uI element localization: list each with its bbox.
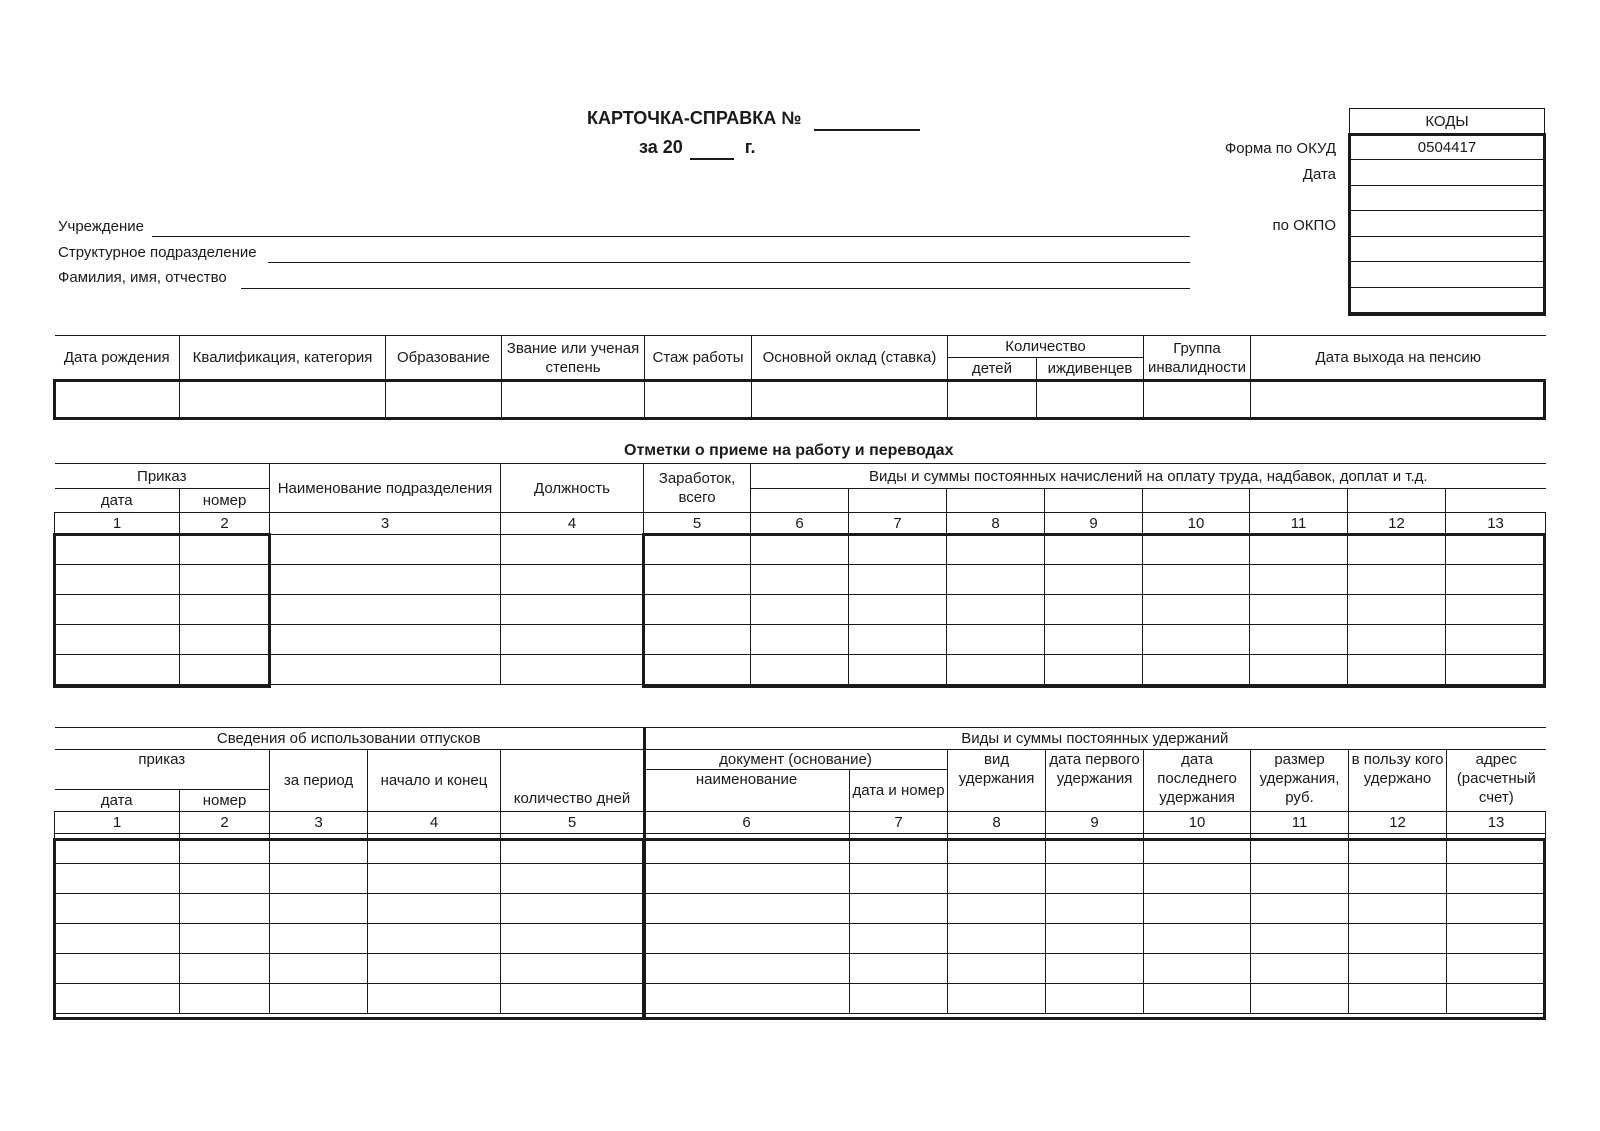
table-cell[interactable] [849, 655, 947, 685]
table-cell[interactable] [948, 894, 1046, 924]
table-cell[interactable] [55, 834, 180, 864]
table-cell[interactable] [850, 984, 948, 1014]
table-cell[interactable] [1349, 834, 1447, 864]
card-title [587, 108, 920, 131]
table-cell[interactable] [270, 625, 501, 655]
col-number: 9 [1046, 812, 1144, 834]
table-cell[interactable] [1250, 535, 1348, 565]
table-cell[interactable] [1446, 595, 1546, 625]
children-header: детей [948, 358, 1037, 380]
col-number: 12 [1349, 812, 1447, 834]
table-cell[interactable] [850, 924, 948, 954]
table-cell[interactable] [644, 954, 850, 984]
table-cell[interactable] [644, 595, 751, 625]
col-number: 1 [55, 812, 180, 834]
table-cell[interactable] [55, 535, 180, 565]
table-cell[interactable] [849, 595, 947, 625]
table-cell[interactable] [180, 565, 270, 595]
col-number: 1 [55, 513, 180, 535]
table-cell[interactable] [501, 984, 644, 1014]
accrual-type-cell[interactable] [849, 489, 947, 513]
table-cell[interactable] [849, 535, 947, 565]
table-cell[interactable] [849, 625, 947, 655]
address-header: адрес (расчетный счет) [1447, 750, 1546, 812]
table-cell[interactable] [368, 954, 501, 984]
table-cell[interactable] [501, 924, 644, 954]
degree-header: Звание или ученая степень [502, 336, 645, 380]
vacations-deductions-table [54, 727, 1546, 1014]
table-cell[interactable] [1143, 535, 1250, 565]
table-cell[interactable] [1447, 834, 1546, 864]
table-cell[interactable] [180, 924, 270, 954]
table-cell[interactable] [1349, 984, 1447, 1014]
table-cell[interactable] [1143, 655, 1250, 685]
table-cell[interactable] [1446, 565, 1546, 595]
table-cell[interactable] [1144, 864, 1251, 894]
table-cell[interactable] [180, 984, 270, 1014]
salary-header: Основной оклад (ставка) [752, 336, 948, 380]
vacation-number-header: номер [180, 790, 270, 812]
col-number: 4 [368, 812, 501, 834]
table-cell[interactable] [501, 834, 644, 864]
table-cell[interactable] [948, 864, 1046, 894]
table-cell[interactable] [947, 565, 1045, 595]
table-cell[interactable] [1046, 894, 1144, 924]
accrual-type-cell[interactable] [1143, 489, 1250, 513]
pension-date-cell[interactable] [1251, 380, 1546, 418]
table-cell[interactable] [180, 535, 270, 565]
table-cell[interactable] [55, 625, 180, 655]
card-number-line[interactable] [814, 108, 920, 131]
accrual-type-cell[interactable] [947, 489, 1045, 513]
position-header: Должность [501, 464, 644, 513]
table-cell[interactable] [1144, 984, 1251, 1014]
table-cell[interactable] [751, 565, 849, 595]
table-cell[interactable] [180, 954, 270, 984]
birth-date-header: Дата рождения [55, 336, 180, 380]
col-number: 4 [501, 513, 644, 535]
table-cell[interactable] [1250, 625, 1348, 655]
okpo-value-cell[interactable] [1350, 211, 1545, 237]
birth-date-cell[interactable] [55, 380, 180, 418]
okpo-label: по ОКПО [1272, 217, 1336, 234]
table-cell[interactable] [180, 595, 270, 625]
document-header: документ (основание) [644, 750, 948, 770]
col-number: 13 [1447, 812, 1546, 834]
table-cell[interactable] [1045, 565, 1143, 595]
table-cell[interactable] [501, 954, 644, 984]
qualification-header: Квалификация, категория [180, 336, 386, 380]
table-cell[interactable] [644, 655, 751, 685]
col-number: 7 [850, 812, 948, 834]
col-number: 7 [849, 513, 947, 535]
salary-cell[interactable] [752, 380, 948, 418]
table-cell[interactable] [270, 535, 501, 565]
table-cell[interactable] [180, 625, 270, 655]
table-cell[interactable] [368, 834, 501, 864]
table-cell[interactable] [1045, 595, 1143, 625]
table-cell[interactable] [180, 834, 270, 864]
period-header: за период [270, 750, 368, 812]
beneficiary-header: в пользу кого удержано [1349, 750, 1447, 812]
year-suffix: г. [744, 137, 756, 157]
table-cell[interactable] [1144, 954, 1251, 984]
table-cell[interactable] [1143, 565, 1250, 595]
accrual-type-cell[interactable] [1045, 489, 1143, 513]
institution-line[interactable] [152, 236, 1190, 237]
table-cell[interactable] [501, 655, 644, 685]
table-cell[interactable] [850, 834, 948, 864]
codes-table [1349, 108, 1545, 313]
table-cell[interactable] [1046, 864, 1144, 894]
doc-date-number-header: дата и номер [850, 770, 948, 812]
table-cell[interactable] [947, 625, 1045, 655]
quantity-header: Количество [948, 336, 1144, 358]
table-cell[interactable] [1251, 894, 1349, 924]
table-cell[interactable] [1348, 565, 1446, 595]
table-cell[interactable] [1046, 924, 1144, 954]
codes-empty-cell[interactable] [1350, 262, 1545, 288]
col-number: 9 [1045, 513, 1143, 535]
table-cell[interactable] [1143, 595, 1250, 625]
table-cell[interactable] [751, 595, 849, 625]
table-cell[interactable] [644, 535, 751, 565]
accrual-type-cell[interactable] [1250, 489, 1348, 513]
table-cell[interactable] [55, 595, 180, 625]
order-date-header: дата [55, 489, 180, 513]
codes-empty-cell[interactable] [1350, 186, 1545, 211]
table-cell[interactable] [1143, 625, 1250, 655]
table-cell[interactable] [55, 655, 180, 685]
table-cell[interactable] [55, 565, 180, 595]
col-number: 3 [270, 513, 501, 535]
col-number: 2 [180, 513, 270, 535]
table-cell[interactable] [1348, 655, 1446, 685]
codes-empty-cell[interactable] [1350, 288, 1545, 313]
table-cell[interactable] [368, 984, 501, 1014]
table-cell[interactable] [501, 894, 644, 924]
table-cell[interactable] [1250, 655, 1348, 685]
col-number: 11 [1251, 812, 1349, 834]
table-cell[interactable] [368, 894, 501, 924]
accruals-header: Виды и суммы постоянных начислений на оплату труда, надбавок, доплат и т.д. [751, 464, 1546, 489]
start-end-header: начало и конец [368, 750, 501, 812]
doc-name-header: наименование [644, 770, 850, 812]
amount-header: размер удержания, руб. [1251, 750, 1349, 812]
qualification-cell[interactable] [180, 380, 386, 418]
col-number: 8 [947, 513, 1045, 535]
table-cell[interactable] [270, 894, 368, 924]
days-header: количество дней [501, 750, 644, 812]
table-cell[interactable] [1251, 984, 1349, 1014]
codes-empty-cell[interactable] [1350, 237, 1545, 262]
accrual-type-cell[interactable] [1348, 489, 1446, 513]
table-cell[interactable] [1251, 954, 1349, 984]
table-cell[interactable] [1348, 595, 1446, 625]
table-cell[interactable] [1447, 984, 1546, 1014]
table-cell[interactable] [850, 954, 948, 984]
table-cell[interactable] [1447, 924, 1546, 954]
deductions-title: Виды и суммы постоянных удержаний [644, 728, 1546, 750]
table-cell[interactable] [850, 894, 948, 924]
col-number: 13 [1446, 513, 1546, 535]
table-cell[interactable] [501, 535, 644, 565]
year-prefix: за 20 [639, 137, 683, 157]
table-cell[interactable] [501, 864, 644, 894]
dependents-cell[interactable] [1037, 380, 1144, 418]
table-cell[interactable] [1045, 655, 1143, 685]
table-cell[interactable] [180, 655, 270, 685]
table-cell[interactable] [644, 864, 850, 894]
department-line[interactable] [268, 262, 1190, 263]
earnings-header: Заработок, всего [644, 464, 751, 513]
table-cell[interactable] [1447, 894, 1546, 924]
full-name-label: Фамилия, имя, отчество [58, 269, 227, 286]
children-cell[interactable] [948, 380, 1037, 418]
table-cell[interactable] [55, 864, 180, 894]
table-cell[interactable] [1348, 625, 1446, 655]
table-cell[interactable] [501, 595, 644, 625]
full-name-line[interactable] [241, 288, 1190, 289]
department-label: Структурное подразделение [58, 244, 257, 261]
table-cell[interactable] [1446, 625, 1546, 655]
codes-header: КОДЫ [1350, 109, 1545, 135]
table-cell[interactable] [368, 864, 501, 894]
table-cell[interactable] [1446, 655, 1546, 685]
table-cell[interactable] [270, 565, 501, 595]
order-header: Приказ [55, 464, 270, 489]
table-cell[interactable] [270, 954, 368, 984]
table-cell[interactable] [1251, 924, 1349, 954]
vacations-title: Сведения об использовании отпусков [55, 728, 644, 750]
card-year [639, 137, 755, 160]
table-cell[interactable] [1046, 954, 1144, 984]
vacation-date-header: дата [55, 790, 180, 812]
table-cell[interactable] [270, 595, 501, 625]
table-cell[interactable] [270, 655, 501, 685]
pension-date-header: Дата выхода на пенсию [1251, 336, 1546, 380]
institution-label: Учреждение [58, 218, 144, 235]
table-cell[interactable] [644, 894, 850, 924]
table-cell[interactable] [1045, 535, 1143, 565]
table-cell[interactable] [948, 984, 1046, 1014]
col-number: 10 [1143, 513, 1250, 535]
table-cell[interactable] [644, 834, 850, 864]
okud-value: 0504417 [1350, 135, 1545, 160]
table-cell[interactable] [1349, 954, 1447, 984]
table-cell[interactable] [180, 894, 270, 924]
table-cell[interactable] [947, 655, 1045, 685]
table-cell[interactable] [1446, 535, 1546, 565]
table-cell[interactable] [850, 864, 948, 894]
disability-cell[interactable] [1144, 380, 1251, 418]
table-cell[interactable] [270, 834, 368, 864]
table-cell[interactable] [751, 625, 849, 655]
table-cell[interactable] [1349, 924, 1447, 954]
table-cell[interactable] [751, 655, 849, 685]
deduction-type-header: вид удержания [948, 750, 1046, 812]
vacation-order-spacer [55, 770, 270, 790]
table-cell[interactable] [1349, 864, 1447, 894]
table-cell[interactable] [948, 924, 1046, 954]
personal-table [54, 335, 1546, 418]
table-cell[interactable] [1349, 894, 1447, 924]
date-value-cell[interactable] [1350, 160, 1545, 186]
table-cell[interactable] [849, 565, 947, 595]
table-cell[interactable] [751, 535, 849, 565]
year-line[interactable] [690, 137, 734, 160]
education-header: Образование [386, 336, 502, 380]
table-cell[interactable] [644, 625, 751, 655]
table-cell[interactable] [948, 954, 1046, 984]
experience-cell[interactable] [645, 380, 752, 418]
table-cell[interactable] [270, 984, 368, 1014]
accrual-type-cell[interactable] [751, 489, 849, 513]
table-cell[interactable] [55, 954, 180, 984]
accrual-type-cell[interactable] [1446, 489, 1546, 513]
education-cell[interactable] [386, 380, 502, 418]
table-cell[interactable] [644, 984, 850, 1014]
table-cell[interactable] [1046, 984, 1144, 1014]
hiring-table [54, 463, 1546, 685]
col-number: 6 [644, 812, 850, 834]
table-cell[interactable] [270, 924, 368, 954]
table-cell[interactable] [55, 894, 180, 924]
disability-header: Группа инвалидности [1144, 336, 1251, 380]
order-number-header: номер [180, 489, 270, 513]
col-number: 5 [501, 812, 644, 834]
table-cell[interactable] [1250, 565, 1348, 595]
col-number: 3 [270, 812, 368, 834]
table-cell[interactable] [1045, 625, 1143, 655]
table-cell[interactable] [947, 595, 1045, 625]
vacation-order-header: приказ [55, 750, 270, 770]
table-cell[interactable] [644, 565, 751, 595]
hiring-section-title: Отметки о приеме на работу и переводах [624, 442, 954, 459]
table-cell[interactable] [644, 924, 850, 954]
table-cell[interactable] [1251, 864, 1349, 894]
first-date-header: дата первого удержания [1046, 750, 1144, 812]
table-cell[interactable] [1144, 834, 1251, 864]
table-cell[interactable] [270, 864, 368, 894]
table-cell[interactable] [55, 924, 180, 954]
table-cell[interactable] [55, 984, 180, 1014]
table-cell[interactable] [368, 924, 501, 954]
table-cell[interactable] [1447, 864, 1546, 894]
table-cell[interactable] [1250, 595, 1348, 625]
table-cell[interactable] [948, 834, 1046, 864]
table-cell[interactable] [1046, 834, 1144, 864]
col-number: 10 [1144, 812, 1251, 834]
unit-name-header: Наименование подразделения [270, 464, 501, 513]
col-number: 2 [180, 812, 270, 834]
last-date-header: дата последнего удержания [1144, 750, 1251, 812]
degree-cell[interactable] [502, 380, 645, 418]
okud-label: Форма по ОКУД [1224, 140, 1336, 157]
experience-header: Стаж работы [645, 336, 752, 380]
col-number: 8 [948, 812, 1046, 834]
table-cell[interactable] [180, 864, 270, 894]
date-label: Дата [1302, 166, 1336, 183]
table-cell[interactable] [1447, 954, 1546, 984]
table-cell[interactable] [501, 625, 644, 655]
col-number: 12 [1348, 513, 1446, 535]
col-number: 6 [751, 513, 849, 535]
dependents-header: иждивенцев [1037, 358, 1144, 380]
table-cell[interactable] [1348, 535, 1446, 565]
col-number: 5 [644, 513, 751, 535]
table-cell[interactable] [501, 565, 644, 595]
table-cell[interactable] [1251, 834, 1349, 864]
card-title-label: КАРТОЧКА-СПРАВКА № [587, 108, 802, 128]
table-cell[interactable] [947, 535, 1045, 565]
table-cell[interactable] [1144, 894, 1251, 924]
col-number: 11 [1250, 513, 1348, 535]
table-cell[interactable] [1144, 924, 1251, 954]
